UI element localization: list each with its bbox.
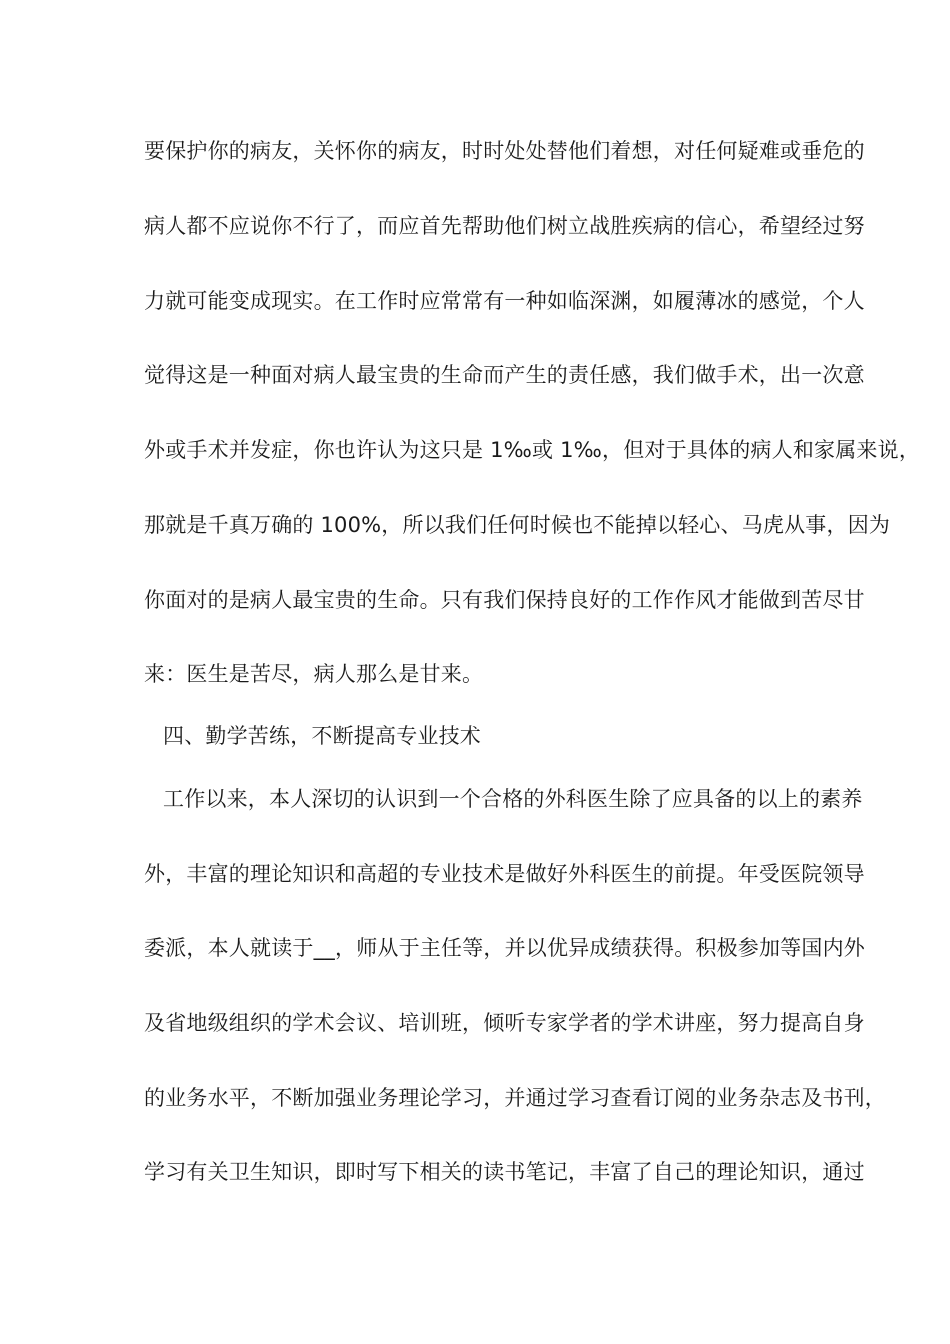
paragraph-line: 的业务水平，不断加强业务理论学习，并通过学习查看订阅的业务杂志及书刊， [144, 1086, 886, 1110]
paragraph-line: 要保护你的病友，关怀你的病友，时时处处替他们着想，对任何疑难或垂危的 [144, 139, 865, 163]
paragraph-line: 力就可能变成现实。在工作时应常常有一种如临深渊，如履薄冰的感觉，个人 [144, 289, 865, 313]
paragraph-line: 病人都不应说你不行了，而应首先帮助他们树立战胜疾病的信心，希望经过努 [144, 214, 865, 238]
paragraph-line: 及省地级组织的学术会议、培训班，倾听专家学者的学术讲座，努力提高自身 [144, 1011, 865, 1035]
paragraph-line: 你面对的是病人最宝贵的生命。只有我们保持良好的工作作风才能做到苦尽甘 [144, 588, 865, 612]
paragraph-line: 外，丰富的理论知识和高超的专业技术是做好外科医生的前提。年受医院领导 [144, 862, 865, 886]
paragraph-line: 工作以来，本人深切的认识到一个合格的外科医生除了应具备的以上的素养 [163, 787, 863, 811]
paragraph-line: 委派，本人就读于__，师从于主任等，并以优异成绩获得。积极参加等国内外 [144, 936, 865, 960]
paragraph-line: 觉得这是一种面对病人最宝贵的生命而产生的责任感，我们做手术，出一次意 [144, 363, 865, 387]
section-heading: 四、勤学苦练，不断提高专业技术 [163, 724, 481, 748]
paragraph-line: 学习有关卫生知识，即时写下相关的读书笔记，丰富了自己的理论知识，通过 [144, 1160, 865, 1184]
paragraph-line: 来：医生是苦尽，病人那么是甘来。 [144, 662, 484, 686]
paragraph-line: 外或手术并发症，你也许认为这只是 1‰或 1‰，但对于具体的病人和家属来说， [144, 438, 921, 462]
paragraph-line: 那就是千真万确的 100%，所以我们任何时候也不能掉以轻心、马虎从事，因为 [144, 513, 891, 537]
